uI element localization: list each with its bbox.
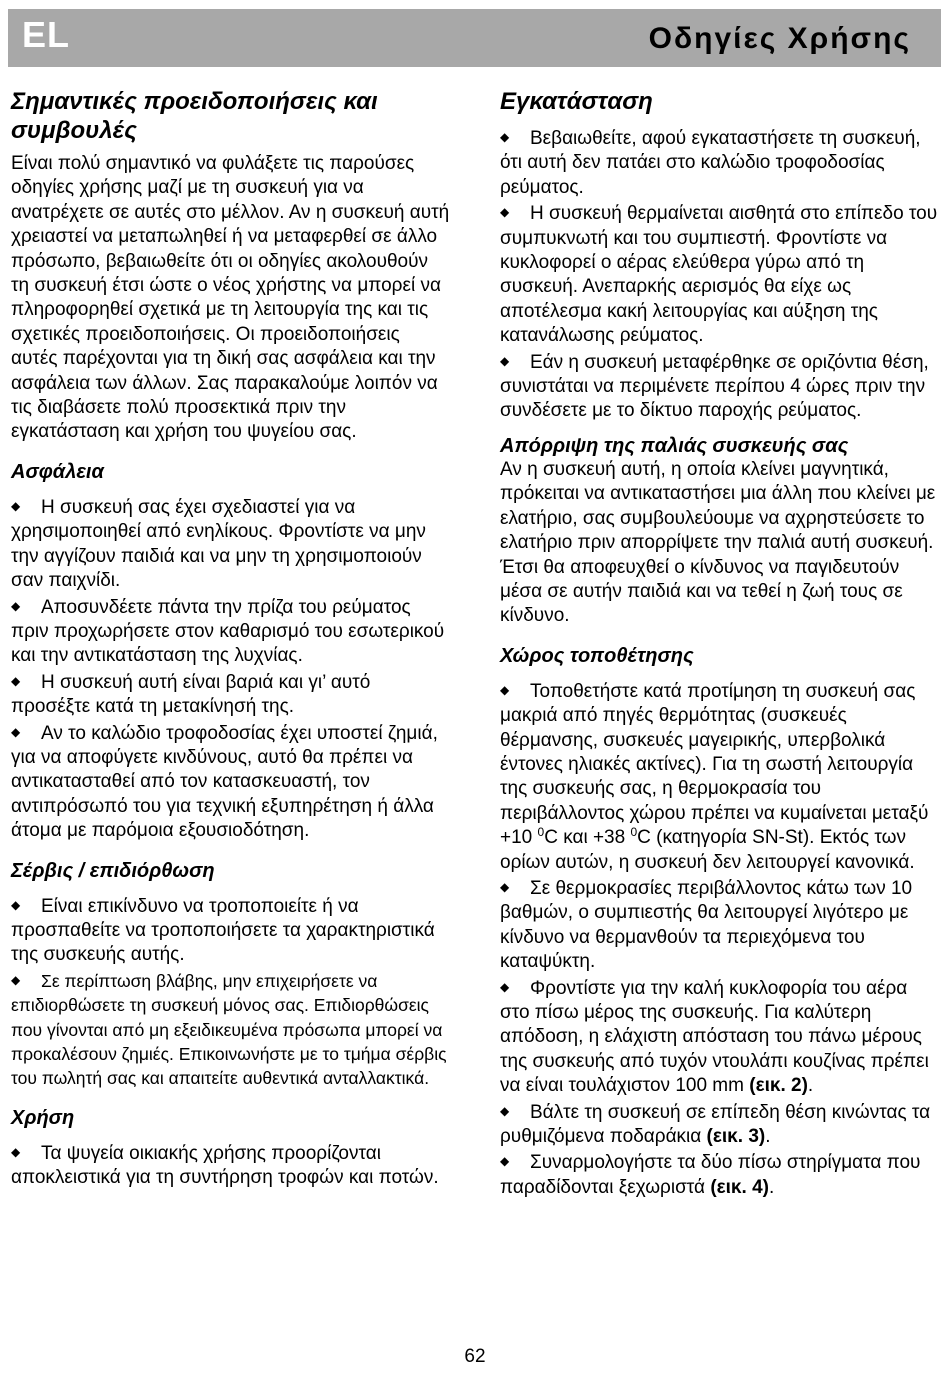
bullet-icon: ◆ bbox=[11, 673, 21, 688]
install-item: ◆ Βεβαιωθείτε, αφού εγκαταστήσετε τη συσκευή, ότι αυτή δεν πατάει στο καλώδιο τροφοδοσίας ρεύματος. bbox=[500, 125, 940, 200]
left-column bbox=[11, 84, 451, 1191]
bullet-icon: ◆ bbox=[500, 130, 510, 144]
heading-service: Σέρβις / επιδιόρθωση bbox=[11, 859, 215, 882]
heading-disposal: Απόρριψη της παλιάς συσκευής σας bbox=[500, 434, 849, 457]
safety-item: ◆ Αποσυνδέετε πάντα την πρίζα του ρεύματος πριν προχωρήσετε στον καθαρισμό του εσωτερικού και την αντικατάσταση της λυχνίας. bbox=[11, 594, 451, 669]
bullet-icon: ◆ bbox=[500, 879, 510, 894]
bullet-icon: ◆ bbox=[11, 598, 21, 613]
header-title: Οδηγίες Χρήσης bbox=[648, 22, 911, 55]
location-item: ◆ Φροντίστε για την καλή κυκλοφορία του αέρα στο πίσω μέρος της συσκευής. Για καλύτερη απόδοση, η ελάχιστη απόσταση του πάνω μέρους της συσκευής από τυχόν ντουλάπι κουζίνας πρέπει να είναι τουλάχιστον 100 mm (εικ. 2). bbox=[500, 975, 940, 1099]
location-item: ◆ Συναρμολογήστε τα δύο πίσω στηρίγματα που παραδίδονται ξεχωριστά (εικ. 4). bbox=[500, 1149, 940, 1200]
figure-ref: (εικ. 2) bbox=[749, 1075, 808, 1097]
safety-item: ◆ Η συσκευή σας έχει σχεδιαστεί για να χρησιμοποιηθεί από ενηλίκους. Φροντίστε να μην την αγγίζουν παιδιά και να μην τη χρησιμοποιούν σαν παιχνίδι. bbox=[11, 494, 451, 594]
bullet-icon: ◆ bbox=[11, 724, 21, 739]
disposal-paragraph: Αν η συσκευή αυτή, η οποία κλείνει μαγνητικά, πρόκειται να αντικαταστήσει μια άλλη που κλείνει με ελατήριο, σας συμβουλεύουμε να αχρηστεύσετε το ελατήριο πριν απορρίψετε την παλιά αυτή συσκευή. Έτσι θα αποφευχθεί ο κίνδυνος να παγιδευτούν μέσα σε αυτήν παιδιά και να τεθεί η ζωή τους σε κίνδυνο. bbox=[500, 458, 936, 627]
bullet-icon: ◆ bbox=[500, 1103, 510, 1118]
location-item: ◆ Βάλτε τη συσκευή σε επίπεδη θέση κινώντας τα ρυθμιζόμενα ποδαράκια (εικ. 3). bbox=[500, 1099, 940, 1150]
safety-item: ◆ Η συσκευή αυτή είναι βαριά και γι’ αυτό προσέξτε κατά τη μετακίνησή της. bbox=[11, 669, 451, 720]
intro-paragraph: Είναι πολύ σημαντικό να φυλάξετε τις παρούσες οδηγίες χρήσης μαζί με τη συσκευή για να ανατρέχετε σε αυτές στο μέλλον. Αν η συσκευή αυτή χρειαστεί να μεταπωληθεί ή να μεταφερθεί σε άλλο πρόσωπο, βεβαιωθείτε ότι οι οδηγίες ακολουθούν τη συσκευή έτσι ώστε ο νέος χρήστης να μπορεί να πληροφορηθεί σχετικά με τη λειτουργία της και τις σχετικές προειδοποιήσεις. Οι προειδοποιήσεις αυτές παρέχονται για τη δική σας ασφάλεια και την ασφάλεια των άλλων. Σας παρακαλούμε λοιπόν να τις διαβάσετε πολύ προσεκτικά πριν την εγκατάσταση και χρήση του ψυγείου σας. bbox=[11, 153, 450, 443]
bullet-icon: ◆ bbox=[11, 972, 21, 987]
bullet-icon: ◆ bbox=[500, 1154, 510, 1169]
bullet-icon: ◆ bbox=[500, 205, 510, 220]
safety-item: ◆ Αν το καλώδιο τροφοδοσίας έχει υποστεί ζημιά, για να αποφύγετε κινδύνους, αυτό θα πρέπει να αντικατασταθεί από τον κατασκευαστή, τον αντιπρόσωπό του για τεχνική εξυπηρέτηση ή άλλα άτομα με παρόμοια εξουσιοδότηση. bbox=[11, 720, 451, 844]
install-item: ◆ Εάν η συσκευή μεταφέρθηκε σε οριζόντια θέση, συνιστάται να περιμένετε περίπου 4 ώρες πριν την συνδέσετε με το δίκτυο παροχής ρεύματος. bbox=[500, 349, 940, 424]
heading-location: Χώρος τοποθέτησης bbox=[500, 644, 694, 667]
header-bar bbox=[8, 9, 941, 67]
location-item: ◆ Τοποθετήστε κατά προτίμηση τη συσκευή σας μακριά από πηγές θερμότητας (συσκευές θέρμανσης, συσκευές μαγειρικής, υπερβολικά έντονες ηλιακές ακτίνες). Για τη σωστή λειτουργία της συσκευής σας, η θερμοκρασία του περιβάλλοντος χώρου πρέπει να κυμαίνεται μεταξύ +10 $^0$C και +38 $^0$C (κατηγορία SN-St). Εκτός των ορίων αυτών, η συσκευή δεν λειτουργεί κανονικά. bbox=[500, 678, 940, 875]
bullet-icon: ◆ bbox=[500, 979, 510, 994]
bullet-icon: ◆ bbox=[11, 498, 21, 513]
bullet-icon: ◆ bbox=[11, 1144, 21, 1159]
page-number: 62 bbox=[464, 1346, 486, 1367]
heading-safety: Ασφάλεια bbox=[11, 460, 104, 483]
heading-important: Σημαντικές προειδοποιήσεις και συμβουλές bbox=[11, 88, 378, 144]
right-column bbox=[500, 84, 940, 1200]
language-code: EL bbox=[22, 14, 71, 55]
location-item: ◆ Σε θερμοκρασίες περιβάλλοντος κάτω των 10 βαθμών, ο συμπιεστής θα λειτουργεί λιγότερο με κίνδυνο να θερμανθούν τα περιεχόμενα του καταψύκτη. bbox=[500, 875, 940, 975]
use-item: ◆ Τα ψυγεία οικιακής χρήσης προορίζονται αποκλειστικά για τη συντήρηση τροφών και ποτών. bbox=[11, 1140, 451, 1191]
service-item: ◆ Είναι επικίνδυνο να τροποποιείτε ή να προσπαθείτε να τροποποιήσετε τα χαρακτηριστικά της συσκευής αυτής. bbox=[11, 893, 451, 968]
bullet-icon: ◆ bbox=[500, 353, 510, 368]
bullet-icon: ◆ bbox=[500, 682, 510, 697]
figure-ref: (εικ. 3) bbox=[706, 1126, 766, 1148]
install-item: ◆ Η συσκευή θερμαίνεται αισθητά στο επίπεδο του συμπυκνωτή και του συμπιεστή. Φροντίστε να κυκλοφορεί ο αέρας ελεύθερα γύρω από τη συσκευή. Ανεπαρκής αερισμός θα είχε ως αποτέλεσμα κακή λειτουργίας και αύξηση της κατανάλωσης ρεύματος. bbox=[500, 200, 940, 348]
service-item: ◆ Σε περίπτωση βλάβης, μην επιχειρήσετε να επιδιορθώσετε τη συσκευή μόνος σας. Επιδιορθώσεις που γίνονται από μη εξειδικευμένα πρόσωπα μπορεί να προκαλέσουν ζημιές. Επικοινωνήστε με το τμήμα σέρβις του πωλητή σας και απαιτείτε αυθεντικά ανταλλακτικά. bbox=[11, 968, 451, 1091]
heading-use: Χρήση bbox=[11, 1106, 75, 1129]
figure-ref: (εικ. 4) bbox=[710, 1176, 769, 1198]
heading-install: Εγκατάσταση bbox=[500, 88, 653, 115]
bullet-icon: ◆ bbox=[11, 897, 21, 912]
